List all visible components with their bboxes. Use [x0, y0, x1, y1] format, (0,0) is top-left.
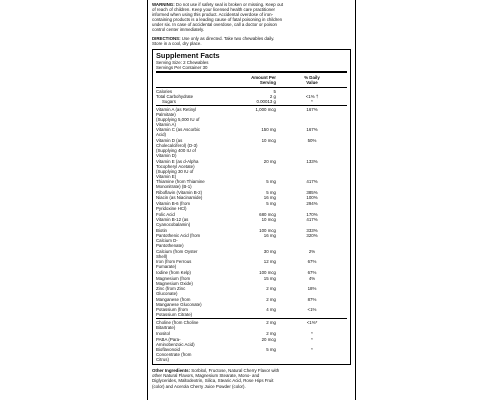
nutrient-name: Bioflavonoid Concentrate (from Citrus) — [156, 347, 192, 363]
nutrient-name: Potassium (from Potassium Citrate) — [156, 307, 193, 318]
other-ingredients-heading: Other Ingredients: — [152, 368, 191, 374]
nutrient-amount: 5 mg — [266, 200, 276, 206]
nutrient-row — [156, 127, 347, 137]
nutrient-amount: 5 mg — [266, 189, 276, 195]
nutrient-amount: 5 mg — [266, 179, 276, 185]
other-ingredients-line: Sorbitol, Fructose, Natural Cherry Flavor with — [191, 368, 280, 374]
nutrient-amount: 20 mg — [263, 158, 276, 164]
nutrient-row — [156, 331, 347, 336]
nutrient-daily-value: 87% — [307, 296, 317, 302]
nutrient-amount: 2 mg — [266, 296, 276, 302]
nutrient-amount: 1,000 mcg — [255, 106, 276, 112]
nutrient-name: Choline (from Choline Bitartrate) — [156, 320, 199, 331]
nutrient-name: Manganese (from Manganese Gluconate) — [156, 296, 202, 307]
nutrient-daily-value: 294% — [306, 200, 318, 206]
warning-line: containing products is a leading cause of fatal poisoning in children — [152, 17, 283, 23]
supplement-label — [147, 0, 356, 400]
nutrient-row — [156, 286, 347, 296]
warning-section — [148, 0, 355, 46]
nutrient-name: Folic Acid — [156, 211, 175, 217]
nutrient-amount: 100 mcg — [259, 270, 276, 276]
nutrient-row — [156, 297, 347, 307]
nutrient-daily-value: * — [311, 98, 313, 104]
divider — [156, 71, 347, 73]
warning-line: under six. In case of accidental overdose, call a doctor or poison — [152, 22, 277, 28]
nutrient-amount: 20 mcg — [261, 336, 276, 342]
nutrient-row — [156, 337, 347, 347]
directions-line: Store in a cool, dry place. — [152, 40, 202, 46]
nutrient-daily-value: 100% — [306, 195, 318, 201]
nutrient-name: Vitamin E (as d-Alpha Tocopheryl Acetate) (Supplying 30 IU of Vitamin E) — [156, 158, 199, 179]
nutrient-name: Iron (from Ferrous Fumarate) — [156, 259, 192, 270]
nutrient-daily-value: <1% — [307, 307, 317, 313]
nutrient-row — [156, 228, 347, 233]
amount-column-header: Amount Per Serving — [251, 74, 276, 85]
divider — [156, 318, 347, 319]
nutrient-row — [156, 276, 347, 286]
nutrient-daily-value: 417% — [306, 217, 318, 223]
nutrient-amount: 30 mg — [263, 248, 276, 254]
nutrient-daily-value: 67% — [307, 259, 317, 265]
nutrient-name: Calories — [156, 88, 173, 94]
directions-line: Use only as directed. Take two chewables daily. — [181, 35, 275, 41]
servings-per-container: Servings Per Container 30 — [156, 64, 208, 70]
nutrient-name: Niacin (as Niacinamide) — [156, 195, 203, 201]
nutrient-daily-value: * — [311, 331, 313, 337]
nutrient-name: Inositol — [156, 331, 170, 337]
directions-section — [152, 36, 351, 46]
nutrient-row — [156, 212, 347, 217]
nutrient-name: Iodine (from Kelp) — [156, 270, 191, 276]
nutrient-name: Zinc (from Zinc Gluconate) — [156, 286, 186, 297]
nutrient-amount: 4 mg — [266, 307, 276, 313]
nutrient-daily-value: 67% — [307, 270, 317, 276]
other-rows — [156, 320, 347, 362]
vitamin-rows — [156, 107, 347, 318]
nutrient-row — [156, 259, 347, 269]
nutrient-name: Magnesium (from Magnesium Oxide) — [156, 275, 193, 286]
macro-rows — [156, 89, 347, 104]
nutrient-name: Total Carbohydrate — [156, 93, 194, 99]
nutrient-daily-value: <1%* — [306, 320, 318, 326]
nutrient-daily-value: 50% — [307, 137, 317, 143]
nutrient-name: Sugars — [162, 98, 176, 104]
warning-line: of reach of children. Keep your licensed health care practitioner — [152, 7, 276, 13]
nutrient-daily-value: 167% — [306, 106, 318, 112]
other-ingredients-line: (color) and Acerola Cherry Juice Powder (color). — [152, 383, 246, 389]
nutrient-row — [156, 201, 347, 211]
nutrient-daily-value: 18% — [307, 286, 317, 292]
nutrient-row — [156, 233, 347, 248]
nutrient-name: Pantothenic Acid (from Calcium D- Pantothenate) — [156, 233, 201, 249]
nutrient-amount: 2 mg — [266, 286, 276, 292]
nutrient-amount: 15 mg — [263, 275, 276, 281]
nutrient-amount: 16 mg — [263, 233, 276, 239]
nutrient-row — [156, 99, 347, 104]
facts-title: Supplement Facts — [156, 50, 220, 60]
nutrient-daily-value: 133% — [306, 158, 318, 164]
nutrient-name: Riboflavin (Vitamin B-2) — [156, 189, 203, 195]
nutrient-daily-value: 170% — [306, 211, 318, 217]
warning-line: informed when using this product. Accidental overdose of iron- — [152, 12, 274, 18]
nutrient-row — [156, 107, 347, 127]
nutrient-daily-value: 167% — [306, 127, 318, 133]
other-ingredients-section — [148, 365, 355, 388]
divider — [156, 87, 347, 88]
nutrient-name: PABA (Para- Aminobenzoic Acid) — [156, 336, 195, 347]
nutrient-name: Vitamin C (as Ascorbic Acid) — [156, 127, 201, 138]
supplement-facts-panel — [152, 49, 351, 365]
nutrient-amount: 12 mg — [263, 259, 276, 265]
other-ingredients-line: Diglycerides, Maltodextrin, Silica, Stearic Acid, Rose Hips Fruit — [152, 378, 274, 384]
nutrient-name: Vitamin A (as Retinyl Palmitate) (Supplying 5,000 IU of Vitamin A) — [156, 106, 200, 127]
nutrient-name: Vitamin D (as Cholecalciferol) (D-3) (Supplying 400 IU of Vitamin D) — [156, 137, 198, 158]
nutrient-name: Vitamin B-6 (from Pyridoxine HCl) — [156, 200, 191, 211]
nutrient-row — [156, 217, 347, 227]
nutrient-name: Vitamin B-12 (as Cyanocobalamin) — [156, 217, 191, 228]
nutrient-amount: 150 mg — [261, 127, 276, 133]
nutrient-amount: 16 mg — [263, 195, 276, 201]
nutrient-daily-value: 2% — [308, 248, 316, 254]
nutrient-daily-value: * — [311, 336, 313, 342]
nutrient-daily-value: 385% — [306, 189, 318, 195]
facts-header-row — [156, 74, 347, 86]
nutrient-amount: 100 mcg — [259, 227, 276, 233]
nutrient-amount: 10 mcg — [261, 217, 276, 223]
nutrient-daily-value: 320% — [306, 233, 318, 239]
warning-line: Do not use if safety seal is broken or missing. Keep out — [175, 2, 284, 7]
nutrient-row — [156, 307, 347, 317]
nutrient-amount: 2 mg — [266, 320, 276, 326]
nutrient-row — [156, 249, 347, 259]
serving-size: Serving Size: 2 Chewables — [156, 59, 209, 65]
other-ingredients-line: other Natural Flavors, Magnesium Stearate, Mono- and — [152, 373, 260, 379]
nutrient-amount: 0.00013 g — [256, 98, 276, 104]
nutrient-row — [156, 195, 347, 200]
nutrient-amount: 680 mcg — [259, 211, 276, 217]
nutrient-daily-value: * — [311, 347, 313, 353]
nutrient-row — [156, 270, 347, 275]
nutrient-row — [156, 190, 347, 195]
warning-heading: WARNING: — [152, 2, 175, 7]
nutrient-amount: 5 mg — [266, 347, 276, 353]
nutrient-row — [156, 347, 347, 362]
nutrient-name: Thiamine (from Thiamine Mononitrate) (B-1) — [156, 179, 205, 190]
nutrient-amount: 10 mcg — [261, 137, 276, 143]
nutrient-name: Biotin — [156, 227, 167, 233]
daily-value-column-header: % Daily Value — [304, 74, 320, 85]
nutrient-amount: 2 mg — [266, 331, 276, 337]
nutrient-name: Calcium (from Oyster Shell) — [156, 248, 198, 259]
nutrient-daily-value: 4% — [308, 275, 316, 281]
nutrient-row — [156, 159, 347, 179]
nutrient-row — [156, 138, 347, 158]
nutrient-amount: 2 g — [269, 93, 276, 99]
nutrient-daily-value: 417% — [306, 179, 318, 185]
divider — [156, 105, 347, 106]
nutrient-amount: 5 — [273, 88, 276, 94]
warning-line: control center immediately. — [152, 27, 205, 33]
directions-heading: DIRECTIONS: — [152, 35, 181, 41]
nutrient-row — [156, 320, 347, 330]
nutrient-daily-value: <1% † — [305, 93, 319, 99]
nutrient-daily-value: 333% — [306, 227, 318, 233]
nutrient-row — [156, 179, 347, 189]
